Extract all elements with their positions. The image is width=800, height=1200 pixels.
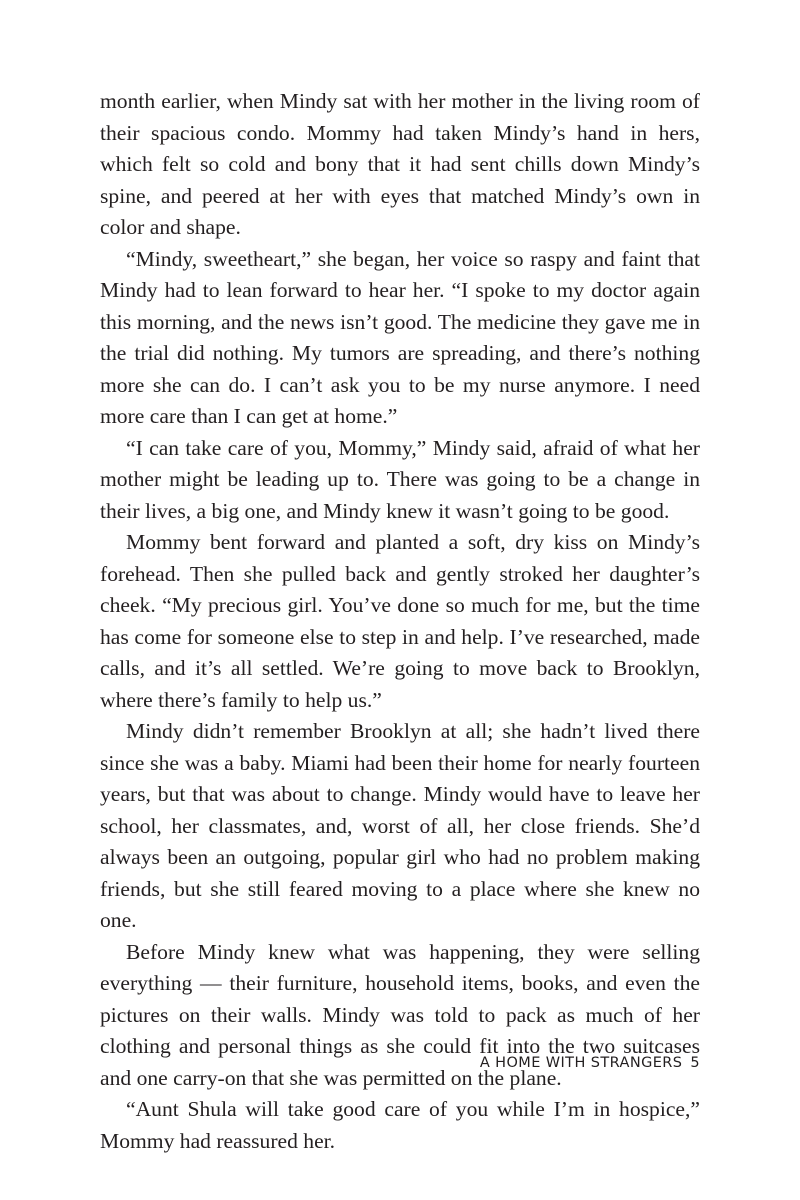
paragraph-4: Mommy bent forward and planted a soft, dry kiss on Mindy’s forehead. Then she pulled back and gently stroked her daughter’s cheek. “My precious girl. You’ve done so much for me, but the time has come for someone else to step in and help. I’ve researched, made calls, and it’s all settled. We’re going to move back to Brooklyn, where there’s family to help us.”	[100, 530, 700, 712]
paragraph-7: “Aunt Shula will take good care of you while I’m in hospice,” Mommy had reassured her.	[100, 1097, 700, 1153]
running-title: A HOME WITH STRANGERS	[479, 1055, 683, 1071]
page-number: 5	[690, 1055, 700, 1071]
page-footer	[480, 1055, 700, 1071]
paragraph-5: Mindy didn’t remember Brooklyn at all; she hadn’t lived there since she was a baby. Miami had been their home for nearly fourteen years, but that was about to change. Mindy would have to leave her school, her classmates, and, worst of all, her close friends. She’d always been an outgoing, popular girl who had no problem making friends, but she still feared moving to a place where she knew no one.	[100, 719, 700, 932]
paragraph-3: “I can take care of you, Mommy,” Mindy said, afraid of what her mother might be leading up to. There was going to be a change in their lives, a big one, and Mindy knew it wasn’t going to be good.	[100, 435, 700, 523]
paragraph-6: Before Mindy knew what was happening, they were selling everything — their furniture, household items, books, and even the pictures on their walls. Mindy was told to pack as much of her clothing and personal things as she could fit into the two suitcases and one carry-on that she was permitted on the plane.	[100, 939, 700, 1090]
paragraph-1: month earlier, when Mindy sat with her mother in the living room of their spacious condo. Mommy had taken Mindy’s hand in hers, which felt so cold and bony that it had sent chills down Mindy’s spine, and peered at her with eyes that matched Mindy’s own in color and shape.	[100, 89, 700, 239]
body-text	[100, 86, 700, 1157]
paragraph-2: “Mindy, sweetheart,” she began, her voice so raspy and faint that Mindy had to lean forward to hear her. “I spoke to my doctor again this morning, and the news isn’t good. The medicine they gave me in the trial did nothing. My tumors are spreading, and there’s nothing more she can do. I can’t ask you to be my nurse anymore. I need more care than I can get at home.”	[100, 246, 700, 428]
